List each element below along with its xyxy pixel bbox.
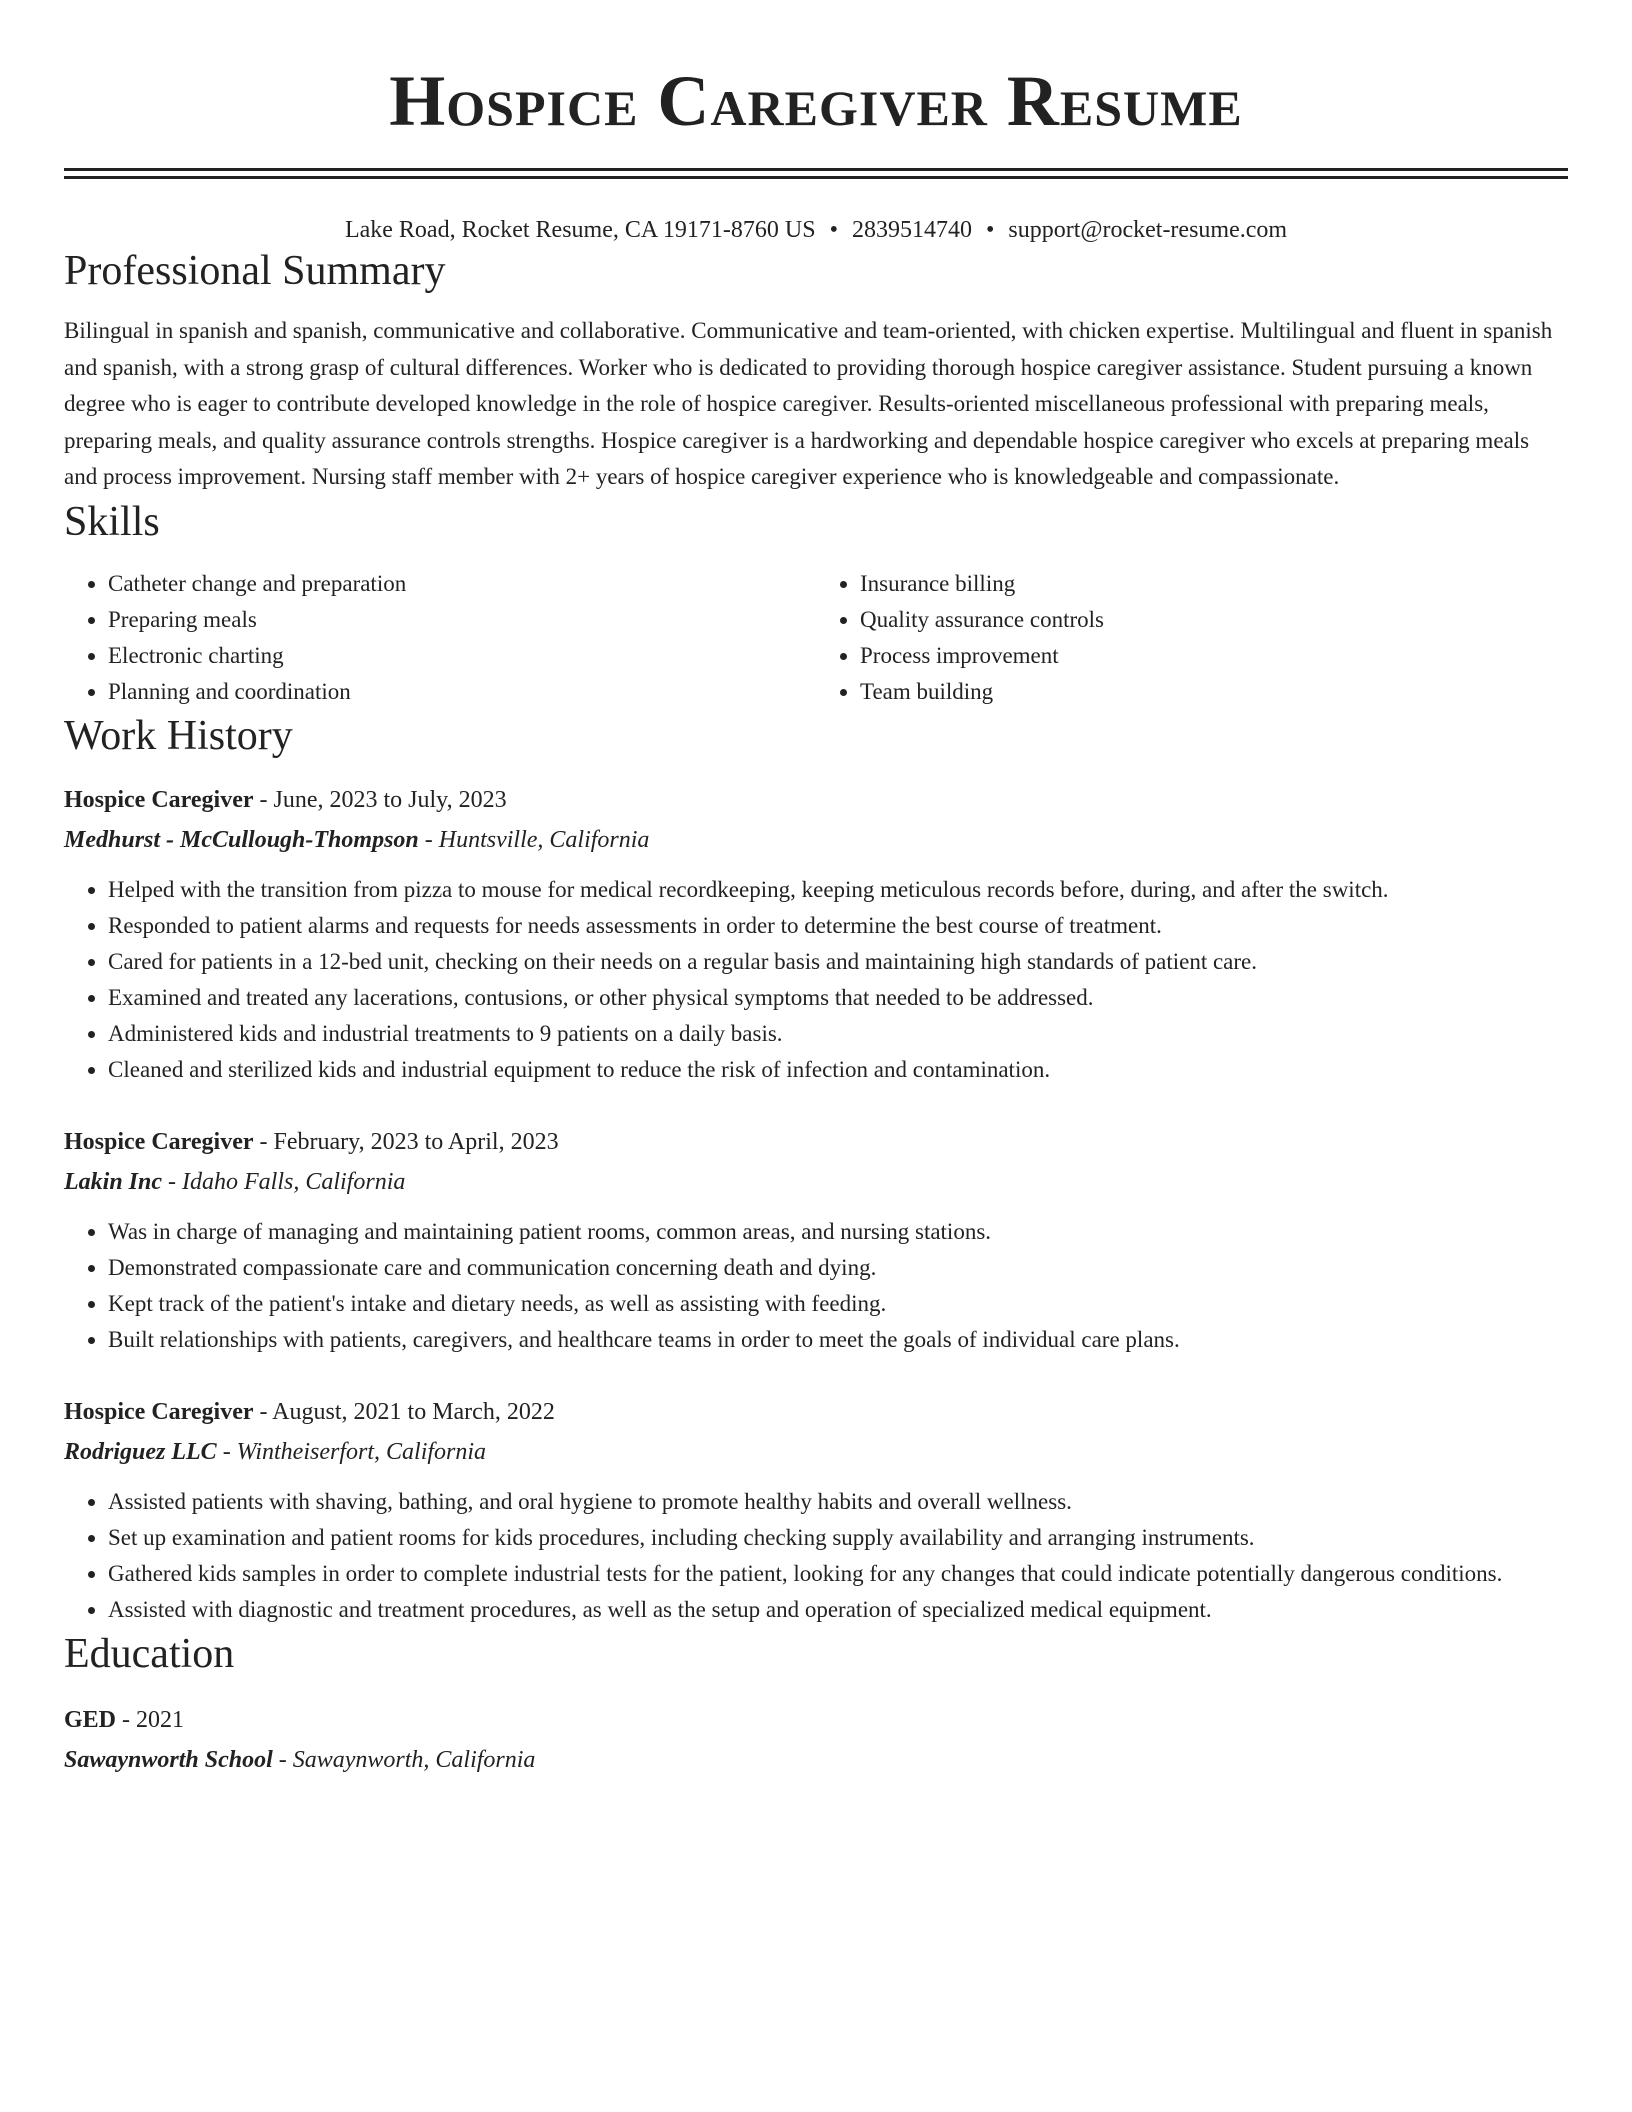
skills-heading: Skills [64,498,160,545]
job-duty: • Assisted patients with shaving, bathing, and oral hygiene to promote healthy habits and overall wellness. [108,1484,1568,1520]
job-duty: • Helped with the transition from pizza to mouse for medical recordkeeping, keeping meticulous records before, during, and after the switch. [108,872,1568,908]
job-dates: - February, 2023 to April, 2023 [253,1128,559,1155]
job-duty: • Examined and treated any lacerations, contusions, or other physical symptoms that needed to be addressed. [108,980,1568,1016]
contact-email: support@rocket-resume.com [1008,217,1288,243]
job-duty: • Cleaned and sterilized kids and industrial equipment to reduce the risk of infection and contamination. [108,1052,1568,1088]
job-location: - Huntsville, California [418,826,650,853]
job-duties [64,1484,1568,1628]
title-divider [64,168,1568,179]
contact-line [64,215,1568,245]
contact-separator: • [829,217,838,243]
contact-phone: 2839514740 [851,217,972,243]
skills-list [64,566,1568,710]
skill-item: • Planning and coordination [108,674,816,710]
job-company: Lakin Inc [64,1168,163,1195]
education-degree-line [64,1700,1568,1740]
skill-item: • Electronic charting [108,638,816,674]
job-duties [64,1214,1568,1358]
job-duty: • Kept track of the patient's intake and dietary needs, as well as assisting with feeding. [108,1286,1568,1322]
job-duty: • Was in charge of managing and maintaining patient rooms, common areas, and nursing stations. [108,1214,1568,1250]
education-school-line [64,1740,1568,1780]
job-duty: • Built relationships with patients, caregivers, and healthcare teams in order to meet the goals of individual care plans. [108,1322,1568,1358]
skills-column-left [64,566,816,710]
skills-column-right [816,566,1568,710]
job-dates: - June, 2023 to July, 2023 [253,786,507,813]
resume-title: Hospice Caregiver Resume [389,61,1243,141]
job-employer [64,1432,1568,1472]
job-duty: • Demonstrated compassionate care and communication concerning death and dying. [108,1250,1568,1286]
skill-item: • Preparing meals [108,602,816,638]
job-header [64,1392,1568,1432]
education-entry [64,1700,1568,1780]
job-header [64,1122,1568,1162]
education-heading: Education [64,1630,235,1677]
education-year: - 2021 [116,1706,185,1733]
skill-item: • Catheter change and preparation [108,566,816,602]
contact-address: Lake Road, Rocket Resume, CA 19171-8760 US [344,217,816,243]
job-entry [64,1122,1568,1358]
education-location: - Sawaynworth, California [272,1746,536,1773]
contact-separator: • [985,217,995,243]
skill-item: • Insurance billing [860,566,1568,602]
job-duty: • Assisted with diagnostic and treatment procedures, as well as the setup and operation of specialized medical equipment. [108,1592,1568,1628]
summary-text: Bilingual in spanish and spanish, communicative and collaborative. Communicative and team-oriented, with chicken expertise. Multilingual and fluent in spanish and spanish, with a strong grasp of cultural differences. Worker who is dedicated to providing thorough hospice caregiver assistance. Student pursuing a known degree who is eager to contribute developed knowledge in the role of hospice caregiver. Results-oriented miscellaneous professional with preparing meals, preparing meals, and quality assurance controls strengths. Hospice caregiver is a hardworking and dependable hospice caregiver who excels at preparing meals and process improvement. Nursing staff member with 2+ years of hospice caregiver experience who is knowledgeable and compassionate. [64,318,1553,489]
skill-item: • Quality assurance controls [860,602,1568,638]
work-history-heading: Work History [64,712,293,759]
job-duty: • Set up examination and patient rooms for kids procedures, including checking supply availability and arranging instruments. [108,1520,1568,1556]
job-duties [64,872,1568,1088]
job-entry [64,780,1568,1088]
job-employer [64,1162,1568,1202]
skill-item: • Process improvement [860,638,1568,674]
job-duty: • Cared for patients in a 12-bed unit, checking on their needs on a regular basis and maintaining high standards of patient care. [108,944,1568,980]
job-dates: - August, 2021 to March, 2022 [253,1398,555,1425]
job-title: Hospice Caregiver [64,786,254,813]
education-degree: GED [64,1706,117,1733]
summary-heading: Professional Summary [64,248,446,294]
job-employer [64,820,1568,860]
education-school: Sawaynworth School [64,1746,273,1773]
job-title: Hospice Caregiver [64,1398,254,1425]
job-entry [64,1392,1568,1628]
job-header [64,780,1568,820]
job-duty: • Administered kids and industrial treatments to 9 patients on a daily basis. [108,1016,1568,1052]
job-duty: • Gathered kids samples in order to complete industrial tests for the patient, looking for any changes that could indicate potentially dangerous conditions. [108,1556,1568,1592]
job-company: Rodriguez LLC [64,1438,217,1465]
job-title: Hospice Caregiver [64,1128,254,1155]
skill-item: • Team building [860,674,1568,710]
job-duty: • Responded to patient alarms and requests for needs assessments in order to determine the best course of treatment. [108,908,1568,944]
job-company: Medhurst - McCullough-Thompson [64,826,419,853]
job-location: - Idaho Falls, California [162,1168,406,1195]
job-location: - Wintheiserfort, California [216,1438,487,1465]
